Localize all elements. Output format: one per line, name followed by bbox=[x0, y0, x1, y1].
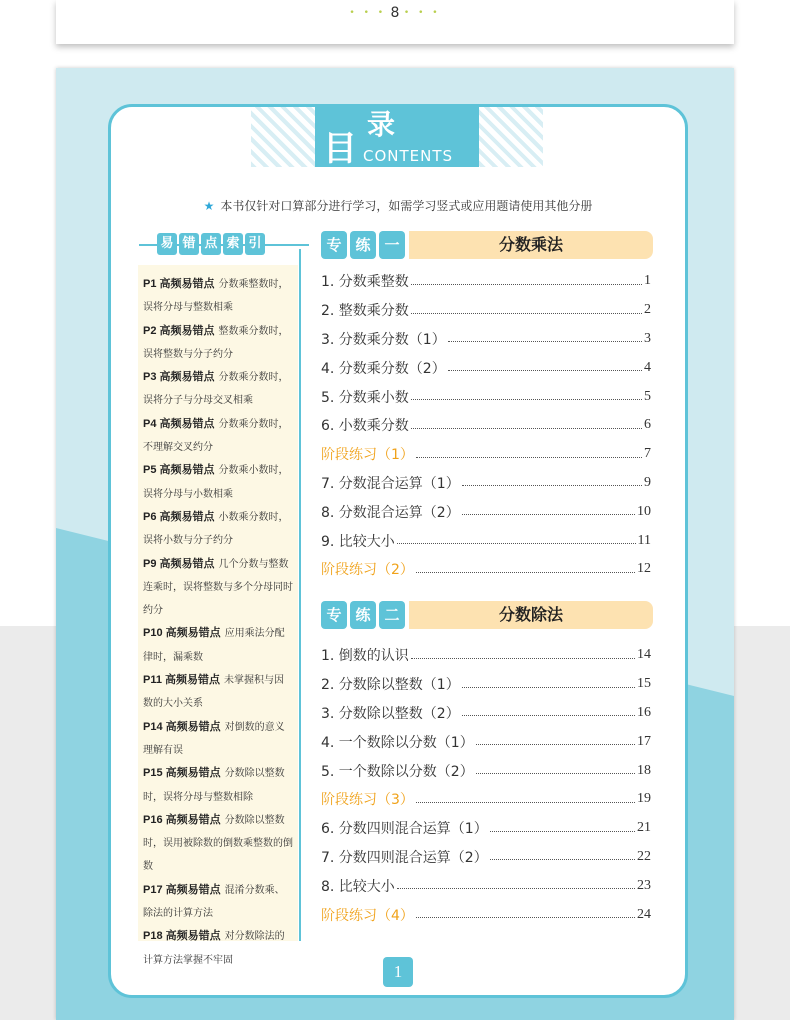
contents-page bbox=[56, 68, 734, 1020]
toc-stage-practice-row[interactable] bbox=[321, 785, 651, 814]
section-tag-char: 二 bbox=[379, 601, 405, 629]
usage-note bbox=[111, 197, 685, 214]
toc-entry-title: 3. 分数除以整数（2） bbox=[321, 705, 460, 722]
previous-page-number-text: 8 bbox=[390, 5, 400, 21]
error-index-label: P11 高频易错点 bbox=[143, 674, 221, 687]
error-index-desc: 未掌握积与因数的大小关系 bbox=[143, 675, 285, 710]
error-index-item bbox=[143, 366, 294, 413]
toc-row[interactable] bbox=[321, 670, 651, 699]
toc-row[interactable] bbox=[321, 382, 651, 411]
error-index-label: P1 高频易错点 bbox=[143, 278, 215, 290]
toc-leader-dots bbox=[462, 687, 635, 688]
heading-char: 索 bbox=[223, 233, 243, 255]
error-index-desc: 对倒数的意义理解有误 bbox=[143, 721, 285, 756]
error-index-desc: 分数乘分数时，不理解交叉约分 bbox=[143, 418, 289, 454]
error-index-desc: 小数乘分数时，误将小数与分子约分 bbox=[143, 511, 289, 547]
error-index-list bbox=[138, 265, 298, 966]
error-index-desc: 分数除以整数时，误将分母与整数相除 bbox=[143, 768, 285, 803]
section-title: 分数除法 bbox=[409, 601, 653, 629]
section-tag-char: 练 bbox=[350, 601, 376, 629]
toc-page-number: 1 bbox=[644, 273, 651, 289]
contents-card bbox=[108, 104, 688, 998]
error-index-item bbox=[143, 622, 294, 669]
toc-entry-title: 6. 分数四则混合运算（1） bbox=[321, 821, 488, 838]
toc-entry-title: 5. 分数乘小数 bbox=[321, 389, 409, 406]
toc-leader-dots bbox=[448, 370, 642, 371]
toc-leader-dots bbox=[476, 744, 635, 745]
toc-leader-dots bbox=[411, 284, 642, 285]
toc-page-number: 23 bbox=[637, 877, 651, 893]
toc-entry-title: 3. 分数乘分数（1） bbox=[321, 331, 446, 348]
toc-page-number: 18 bbox=[637, 762, 651, 778]
toc-entry-title: 5. 一个数除以分数（2） bbox=[321, 763, 474, 780]
toc-leader-dots bbox=[416, 572, 635, 573]
error-index-desc: 应用乘法分配律时，漏乘数 bbox=[143, 628, 285, 663]
title-english: CONTENTS bbox=[363, 147, 454, 165]
heading-chars bbox=[157, 233, 265, 255]
toc-page-number: 21 bbox=[637, 820, 651, 836]
title-box bbox=[315, 107, 479, 167]
toc-entry-title: 8. 比较大小 bbox=[321, 878, 395, 895]
error-index-label: P10 高频易错点 bbox=[143, 627, 221, 640]
error-index-desc: 分数除以整数时，误用被除数的倒数乘整数的倒数 bbox=[143, 814, 293, 873]
error-index-item bbox=[143, 273, 294, 320]
title-big-char: 目 bbox=[323, 129, 357, 169]
toc-entry-title: 1. 分数乘整数 bbox=[321, 274, 409, 291]
toc-page-number: 11 bbox=[637, 532, 651, 548]
toc-leader-dots bbox=[476, 773, 635, 774]
usage-note-text: 本书仅针对口算部分进行学习，如需学习竖式或应用题请使用其他分册 bbox=[220, 199, 593, 213]
previous-page-number bbox=[56, 5, 734, 21]
title-small-char: 录 bbox=[367, 108, 396, 141]
error-index-heading bbox=[139, 233, 309, 257]
toc-entry-title: 7. 分数混合运算（1） bbox=[321, 475, 460, 492]
toc-leader-dots bbox=[411, 428, 642, 429]
toc-list-1 bbox=[321, 267, 651, 584]
section-tag-char: 一 bbox=[379, 231, 405, 259]
toc-page-number: 12 bbox=[637, 561, 651, 577]
toc-entry-title: 6. 小数乘分数 bbox=[321, 418, 409, 435]
error-index-label: P6 高频易错点 bbox=[143, 510, 215, 523]
heading-char: 引 bbox=[245, 233, 265, 255]
toc-page-number: 15 bbox=[637, 676, 651, 692]
previous-page bbox=[56, 0, 734, 44]
toc-stage-practice-row[interactable] bbox=[321, 440, 651, 469]
toc-row[interactable] bbox=[321, 267, 651, 296]
toc-entry-title: 阶段练习（4） bbox=[321, 907, 414, 924]
toc-row[interactable] bbox=[321, 411, 651, 440]
toc-row[interactable] bbox=[321, 871, 651, 900]
heading-char: 易 bbox=[157, 233, 177, 255]
error-index-label: P16 高频易错点 bbox=[143, 813, 221, 826]
error-index-item bbox=[143, 716, 294, 763]
section-tag-char: 练 bbox=[350, 231, 376, 259]
toc-leader-dots bbox=[490, 831, 635, 832]
toc-page-number: 9 bbox=[644, 474, 651, 490]
toc-entry-title: 4. 分数乘分数（2） bbox=[321, 360, 446, 377]
error-index-desc: 分数乘小数时，误将分母与小数相乘 bbox=[143, 465, 289, 500]
section-tag-char: 专 bbox=[321, 601, 347, 629]
error-index-item bbox=[143, 925, 294, 972]
toc-leader-dots bbox=[416, 457, 642, 458]
toc-page-number: 5 bbox=[644, 388, 651, 404]
section-header-1 bbox=[321, 231, 653, 259]
toc-page-number: 7 bbox=[644, 446, 651, 462]
error-index-label: P17 高频易错点 bbox=[143, 883, 221, 896]
toc-leader-dots bbox=[411, 399, 642, 400]
toc-leader-dots bbox=[416, 917, 635, 918]
error-index-label: P15 高频易错点 bbox=[143, 767, 221, 780]
toc-page-number: 4 bbox=[644, 359, 651, 375]
error-index-desc: 分数乘整数时，误将分母与整数相乘 bbox=[143, 279, 289, 314]
section-header-2 bbox=[321, 601, 653, 629]
error-index-desc: 分数乘分数时，误将分子与分母交叉相乘 bbox=[143, 372, 289, 407]
error-index-item bbox=[143, 669, 294, 716]
toc-row[interactable] bbox=[321, 843, 651, 872]
page-number-badge: 1 bbox=[383, 957, 413, 987]
toc-row[interactable] bbox=[321, 699, 651, 728]
section-tag bbox=[321, 601, 405, 629]
toc-entry-title: 2. 整数乘分数 bbox=[321, 303, 409, 320]
toc-entry-title: 4. 一个数除以分数（1） bbox=[321, 734, 474, 751]
heading-char: 错 bbox=[179, 233, 199, 255]
error-index-label: P3 高频易错点 bbox=[143, 371, 215, 384]
toc-row[interactable] bbox=[321, 756, 651, 785]
error-index-label: P9 高频易错点 bbox=[143, 557, 215, 570]
title-banner bbox=[251, 107, 543, 167]
error-index-item bbox=[143, 320, 294, 367]
toc-page-number: 17 bbox=[637, 733, 651, 749]
section-title: 分数乘法 bbox=[409, 231, 653, 259]
section-tag-char: 专 bbox=[321, 231, 347, 259]
toc-entry-title: 阶段练习（3） bbox=[321, 792, 414, 809]
error-index-label: P4 高频易错点 bbox=[143, 417, 215, 430]
page-number-dots-right: • • • bbox=[403, 8, 441, 18]
error-index-label: P2 高频易错点 bbox=[143, 324, 215, 337]
toc-leader-dots bbox=[397, 543, 636, 544]
toc-entry-title: 2. 分数除以整数（1） bbox=[321, 677, 460, 694]
error-index-item bbox=[143, 413, 294, 460]
error-index-item bbox=[143, 506, 294, 553]
toc-row[interactable] bbox=[321, 641, 651, 670]
toc-row[interactable] bbox=[321, 727, 651, 756]
error-index-desc: 几个分数与整数连乘时，误将整数与多个分母同时约分 bbox=[143, 558, 293, 617]
toc-page-number: 22 bbox=[637, 848, 651, 864]
divider-line bbox=[299, 249, 301, 941]
toc-page-number: 3 bbox=[644, 330, 651, 346]
toc-entry-title: 阶段练习（2） bbox=[321, 562, 414, 579]
toc-leader-dots bbox=[411, 313, 642, 314]
toc-row[interactable] bbox=[321, 325, 651, 354]
toc-row[interactable] bbox=[321, 526, 651, 555]
toc-leader-dots bbox=[397, 888, 635, 889]
error-index-item bbox=[143, 459, 294, 506]
toc-page-number: 10 bbox=[637, 503, 651, 519]
toc-leader-dots bbox=[462, 485, 642, 486]
error-index-label: P5 高频易错点 bbox=[143, 464, 215, 477]
toc-row[interactable] bbox=[321, 814, 651, 843]
toc-page-number: 16 bbox=[637, 704, 651, 720]
toc-stage-practice-row[interactable] bbox=[321, 555, 651, 584]
toc-list-2 bbox=[321, 641, 651, 929]
error-index-label: P18 高频易错点 bbox=[143, 930, 221, 943]
star-icon: ★ bbox=[203, 199, 215, 213]
toc-row[interactable] bbox=[321, 353, 651, 382]
toc-row[interactable] bbox=[321, 497, 651, 526]
toc-leader-dots bbox=[462, 715, 635, 716]
toc-page-number: 14 bbox=[637, 647, 651, 663]
toc-leader-dots bbox=[411, 658, 635, 659]
toc-page-number: 19 bbox=[637, 791, 651, 807]
toc-row[interactable] bbox=[321, 469, 651, 498]
toc-entry-title: 8. 分数混合运算（2） bbox=[321, 504, 460, 521]
error-index-item bbox=[143, 809, 294, 879]
error-index-label: P14 高频易错点 bbox=[143, 720, 221, 733]
toc-leader-dots bbox=[490, 859, 635, 860]
toc-page-number: 2 bbox=[644, 302, 651, 318]
error-index-item bbox=[143, 553, 294, 623]
toc-entry-title: 9. 比较大小 bbox=[321, 533, 395, 550]
toc-leader-dots bbox=[416, 802, 635, 803]
toc-stage-practice-row[interactable] bbox=[321, 900, 651, 929]
toc-entry-title: 阶段练习（1） bbox=[321, 447, 414, 464]
toc-page-number: 6 bbox=[644, 417, 651, 433]
error-index-item bbox=[143, 762, 294, 809]
heading-char: 点 bbox=[201, 233, 221, 255]
toc-leader-dots bbox=[462, 514, 635, 515]
error-index-item bbox=[143, 879, 294, 926]
toc-entry-title: 1. 倒数的认识 bbox=[321, 648, 409, 665]
toc-page-number: 24 bbox=[637, 906, 651, 922]
toc-row[interactable] bbox=[321, 296, 651, 325]
error-index-desc: 对分数除法的计算方法掌握不牢固 bbox=[143, 931, 285, 966]
toc-entry-title: 7. 分数四则混合运算（2） bbox=[321, 849, 488, 866]
error-index-desc: 混淆分数乘、除法的计算方法 bbox=[143, 884, 285, 920]
error-index-desc: 整数乘分数时，误将整数与分子约分 bbox=[143, 325, 289, 360]
toc-leader-dots bbox=[448, 341, 642, 342]
page-number-dots-left: • • • bbox=[349, 8, 387, 18]
section-tag bbox=[321, 231, 405, 259]
